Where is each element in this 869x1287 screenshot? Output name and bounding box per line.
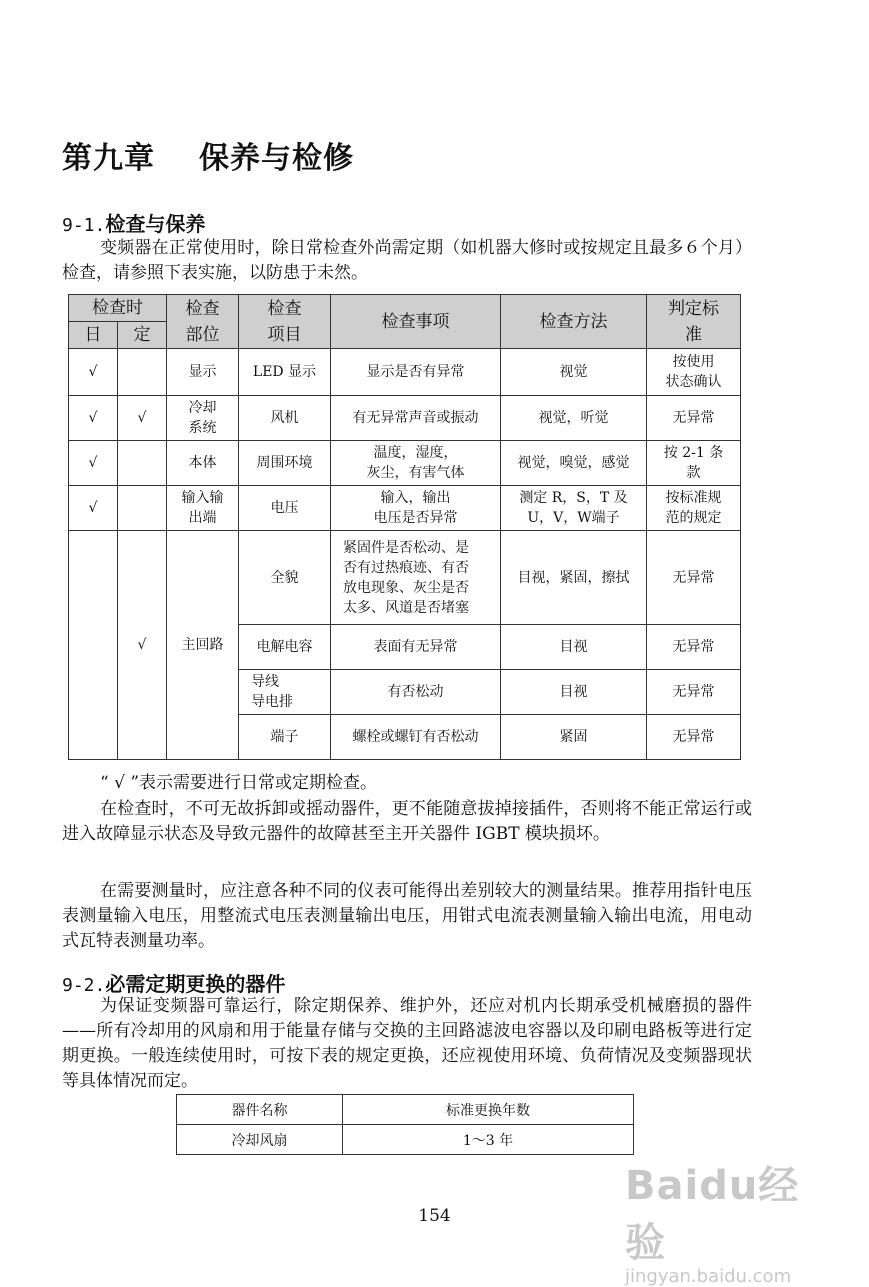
cell-item: 端子 bbox=[239, 715, 331, 760]
cell-method: 视觉 bbox=[501, 349, 647, 396]
cell-item: 导线 导电排 bbox=[239, 670, 331, 715]
header-periodic: 定 bbox=[118, 322, 167, 349]
cell-item: 电解电容 bbox=[239, 625, 331, 670]
cell-daily: √ bbox=[69, 486, 118, 531]
note-check-mark: “ √ ”表示需要进行日常或定期检查。 bbox=[100, 773, 378, 793]
table-row bbox=[69, 486, 741, 531]
cell-criterion: 无异常 bbox=[647, 531, 741, 625]
header-replacement-years: 标准更换年数 bbox=[343, 1095, 634, 1125]
header-part-name: 器件名称 bbox=[177, 1095, 343, 1125]
cell-method: 视觉，听觉 bbox=[501, 396, 647, 441]
cell-matter: 紧固件是否松动、是 否有过热痕迹、有否 放电现象、灰尘是否 太多、风道是否堵塞 bbox=[331, 531, 501, 625]
cell-periodic: √ bbox=[118, 531, 167, 760]
cell-criterion: 无异常 bbox=[647, 396, 741, 441]
cell-criterion: 无异常 bbox=[647, 625, 741, 670]
chapter-heading bbox=[62, 133, 354, 177]
cell-periodic bbox=[118, 349, 167, 396]
section-2-heading bbox=[62, 968, 285, 997]
cell-daily bbox=[69, 531, 118, 760]
chapter-title: 保养与检修 bbox=[199, 141, 354, 176]
chapter-number: 第九章 bbox=[62, 141, 155, 176]
header-daily: 日 bbox=[69, 322, 118, 349]
table-header-row bbox=[177, 1095, 634, 1125]
cell-method: 目视 bbox=[501, 625, 647, 670]
cell-criterion: 无异常 bbox=[647, 670, 741, 715]
table-row bbox=[69, 396, 741, 441]
cell-item: 全貌 bbox=[239, 531, 331, 625]
cell-daily: √ bbox=[69, 349, 118, 396]
cell-criterion: 无异常 bbox=[647, 715, 741, 760]
cell-method: 目视 bbox=[501, 670, 647, 715]
cell-matter: 输入，输出 电压是否异常 bbox=[331, 486, 501, 531]
section-1-title: 检查与保养 bbox=[105, 212, 206, 236]
table-row bbox=[69, 441, 741, 486]
cell-part: 冷却 系统 bbox=[167, 396, 239, 441]
section-1-number: 9-1. bbox=[62, 215, 106, 236]
section-2-number: 9-2. bbox=[62, 975, 106, 996]
cell-matter: 螺栓或螺钉有否松动 bbox=[331, 715, 501, 760]
watermark bbox=[625, 1154, 835, 1287]
section-2-title: 必需定期更换的器件 bbox=[105, 972, 286, 996]
table-row bbox=[69, 531, 741, 625]
cell-daily: √ bbox=[69, 441, 118, 486]
cell-item: 电压 bbox=[239, 486, 331, 531]
cell-method: 目视，紧固，擦拭 bbox=[501, 531, 647, 625]
cell-item: LED 显示 bbox=[239, 349, 331, 396]
parts-table bbox=[176, 1094, 634, 1155]
cell-part: 主回路 bbox=[167, 531, 239, 760]
cell-method: 紧固 bbox=[501, 715, 647, 760]
cell-matter: 有无异常声音或振动 bbox=[331, 396, 501, 441]
cell-item: 周围环境 bbox=[239, 441, 331, 486]
cell-criterion: 按 2-1 条 款 bbox=[647, 441, 741, 486]
header-part: 检查 部位 bbox=[167, 295, 239, 349]
cell-part: 显示 bbox=[167, 349, 239, 396]
watermark-logo: Baidu经验 bbox=[625, 1163, 800, 1266]
header-criterion: 判定标 准 bbox=[647, 295, 741, 349]
section-1-intro: 变频器在正常使用时，除日常检查外尚需定期（如机器大修时或按规定且最多６个月）检查，请参照下表实施，以防患于未然。 bbox=[62, 238, 752, 283]
note-measurement: 在需要测量时，应注意各种不同的仪表可能得出差别较大的测量结果。推荐用指针电压表测量输入电压，用整流式电压表测量输出电压，用钳式电流表测量输入输出电流，用电动式瓦特表测量功率。 bbox=[62, 881, 752, 951]
watermark-url: jingyan.baidu.com bbox=[625, 1266, 792, 1287]
cell-method: 测定 R，S，T 及 U，V，W端子 bbox=[501, 486, 647, 531]
cell-part: 输入输 出端 bbox=[167, 486, 239, 531]
table-row bbox=[69, 349, 741, 396]
cell-matter: 温度，湿度， 灰尘，有害气体 bbox=[331, 441, 501, 486]
inspection-table bbox=[68, 294, 741, 760]
cell-part: 本体 bbox=[167, 441, 239, 486]
cell-criterion: 按标准规 范的规定 bbox=[647, 486, 741, 531]
page-number: 154 bbox=[418, 1206, 451, 1226]
cell-method: 视觉，嗅觉，感觉 bbox=[501, 441, 647, 486]
cell-periodic bbox=[118, 441, 167, 486]
cell-replacement-years: 1～3 年 bbox=[343, 1125, 634, 1155]
cell-periodic bbox=[118, 486, 167, 531]
cell-criterion: 按使用 状态确认 bbox=[647, 349, 741, 396]
header-period: 检查时 bbox=[69, 295, 167, 322]
section-1-heading bbox=[62, 208, 205, 237]
cell-periodic: √ bbox=[118, 396, 167, 441]
cell-part-name: 冷却风扇 bbox=[177, 1125, 343, 1155]
section-2-intro: 为保证变频器可靠运行，除定期保养、维护外，还应对机内长期承受机械磨损的器件——所有冷却用的风扇和用于能量存储与交换的主回路滤波电容器以及印刷电路板等进行定期更换。一般连续使用时，可按下表的规定更换，还应视使用环境、负荷情况及变频器现状等具体情况而定。 bbox=[62, 996, 752, 1091]
cell-item: 风机 bbox=[239, 396, 331, 441]
cell-matter: 表面有无异常 bbox=[331, 625, 501, 670]
header-matter: 检查事项 bbox=[331, 295, 501, 349]
table-row bbox=[177, 1125, 634, 1155]
header-item: 检查 项目 bbox=[239, 295, 331, 349]
cell-daily: √ bbox=[69, 396, 118, 441]
cell-matter: 显示是否有异常 bbox=[331, 349, 501, 396]
note-caution: 在检查时，不可无故拆卸或摇动器件，更不能随意拔掉接插件，否则将不能正常运行或进入故障显示状态及导致元器件的故障甚至主开关器件 IGBT 模块损坏。 bbox=[62, 799, 752, 844]
header-method: 检查方法 bbox=[501, 295, 647, 349]
cell-matter: 有否松动 bbox=[331, 670, 501, 715]
table-header-row bbox=[69, 295, 741, 322]
